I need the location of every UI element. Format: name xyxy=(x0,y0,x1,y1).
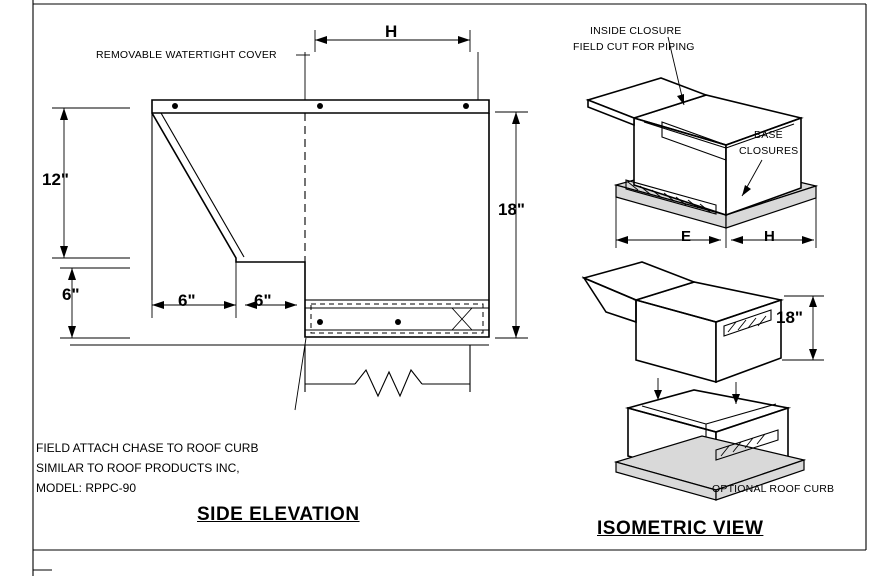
dim-iso-h: H xyxy=(764,228,775,245)
dim-6-in-b: 6" xyxy=(254,291,272,310)
label-inside-closure-line2: FIELD CUT FOR PIPING xyxy=(573,41,695,53)
label-base-closures-line2: CLOSURES xyxy=(739,145,799,157)
note-field-attach-line2: SIMILAR TO ROOF PRODUCTS INC, xyxy=(36,461,240,475)
title-side-elevation: SIDE ELEVATION xyxy=(197,504,360,525)
title-isometric-view: ISOMETRIC VIEW xyxy=(597,518,764,539)
dim-18-in: 18" xyxy=(498,200,525,219)
label-removable-cover: REMOVABLE WATERTIGHT COVER xyxy=(96,49,277,61)
dim-12-in: 12" xyxy=(42,170,69,189)
dim-h-top: H xyxy=(385,22,398,41)
dim-iso-18: 18" xyxy=(776,308,803,327)
dim-6-in-a: 6" xyxy=(178,291,196,310)
note-field-attach-line1: FIELD ATTACH CHASE TO ROOF CURB xyxy=(36,441,259,455)
isometric-view-drawing xyxy=(566,0,866,560)
label-inside-closure-line1: INSIDE CLOSURE xyxy=(590,25,682,37)
note-field-attach-line3: MODEL: RPPC-90 xyxy=(36,481,137,495)
label-base-closures-line1: BASE xyxy=(754,129,783,141)
dim-iso-e: E xyxy=(681,228,692,245)
label-optional-roof-curb: OPTIONAL ROOF CURB xyxy=(712,483,835,495)
dim-6-in-left: 6" xyxy=(62,285,80,304)
